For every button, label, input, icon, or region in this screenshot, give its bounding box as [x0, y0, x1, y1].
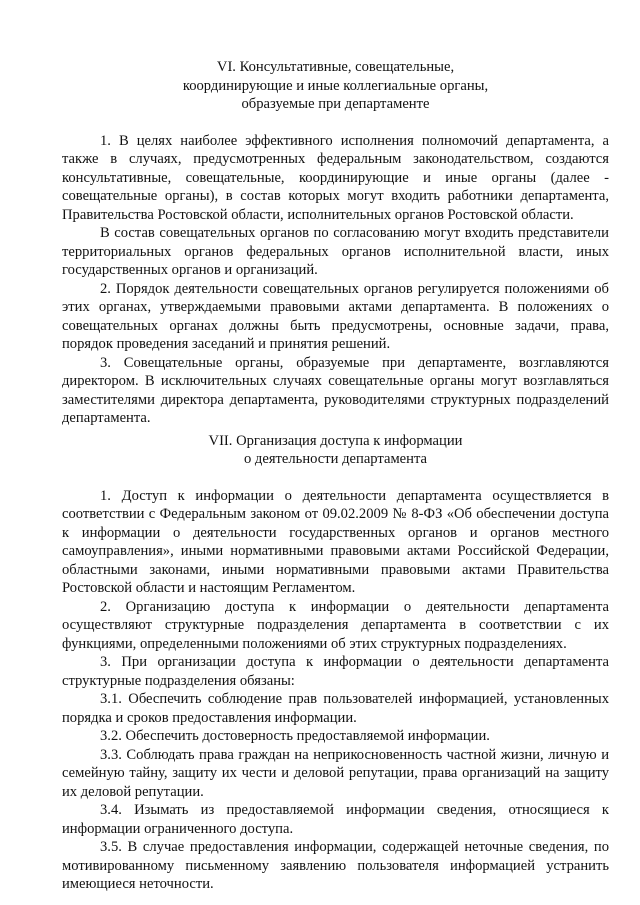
paragraph: 2. Организацию доступа к информации о деятельности департамента осуществляют структурные подразделения департамента в соответствии с их функциями, определенными положениями об этих структурных подразделениях.: [62, 598, 609, 652]
paragraph: 3. При организации доступа к информации о деятельности департамента структурные подразделения обязаны:: [62, 654, 609, 689]
paragraph: 3.1. Обеспечить соблюдение прав пользователей информацией, установленных порядка и сроков предоставления информации.: [62, 691, 609, 726]
paragraph: 3. Совещательные органы, образуемые при департаменте, возглавляются директором. В исключительных случаях совещательные органы могут возглавляться заместителями директора департамента, руководителями структурных подразделений департамента.: [62, 354, 609, 426]
heading-line: о деятельности департамента: [243, 451, 428, 467]
paragraph: 3.5. В случае предоставления информации, содержащей неточные сведения, по мотивированному письменному заявлению пользователя информацией устранить имеющиеся неточности.: [62, 839, 609, 892]
paragraph: 1. Доступ к информации о деятельности департамента осуществляется в соответствии с Федеральным законом от 09.02.2009 № 8-ФЗ «Об обеспечении доступа к информации о деятельности государственных органов и органов местного самоуправления», иными нормативными правовыми актами Российской Федерации, областными законами, иными нормативными правовыми актами Правительства Ростовской области и настоящим Регламентом.: [62, 487, 609, 596]
section-7-body: [62, 487, 609, 894]
paragraph: 3.2. Обеспечить достоверность предоставляемой информации.: [100, 728, 490, 744]
section-6-body: [62, 132, 609, 428]
heading-line: координирующие и иные коллегиальные органы,: [182, 77, 489, 94]
section-6-heading: [62, 58, 609, 114]
heading-line: VII. Организация доступа к информации: [208, 432, 463, 449]
paragraph: В состав совещательных органов по согласованию могут входить представители территориальных органов федеральных органов исполнительной власти, иных государственных органов и организаций.: [62, 225, 609, 278]
heading-line: образуемые при департаменте: [241, 96, 430, 112]
paragraph: 3.3. Соблюдать права граждан на неприкосновенность частной жизни, личную и семейную тайну, защиту их чести и деловой репутации, права организаций на защиту их деловой репутации.: [62, 746, 609, 800]
paragraph: 1. В целях наиболее эффективного исполнения полномочий департамента, а также в случаях, предусмотренных федеральным законодательством, создаются консультативные, совещательные, координирующие и иные органы (далее - совещательные органы), в состав которых могут входить работники департамента, Правительства Ростовской области, исполнительных органов Ростовской области.: [62, 132, 609, 223]
heading-line: VI. Консультативные, совещательные,: [216, 59, 455, 75]
paragraph: 2. Порядок деятельности совещательных органов регулируется положениями об этих органах, утверждаемыми правовыми актами департамента. В положениях о совещательных органах должны быть предусмотрены, основные задачи, права, порядок проведения заседаний и принятия решений.: [62, 280, 609, 352]
paragraph: 3.4. Изымать из предоставляемой информации сведения, относящиеся к информации ограниченного доступа.: [62, 802, 609, 837]
section-7-heading: [62, 432, 609, 469]
